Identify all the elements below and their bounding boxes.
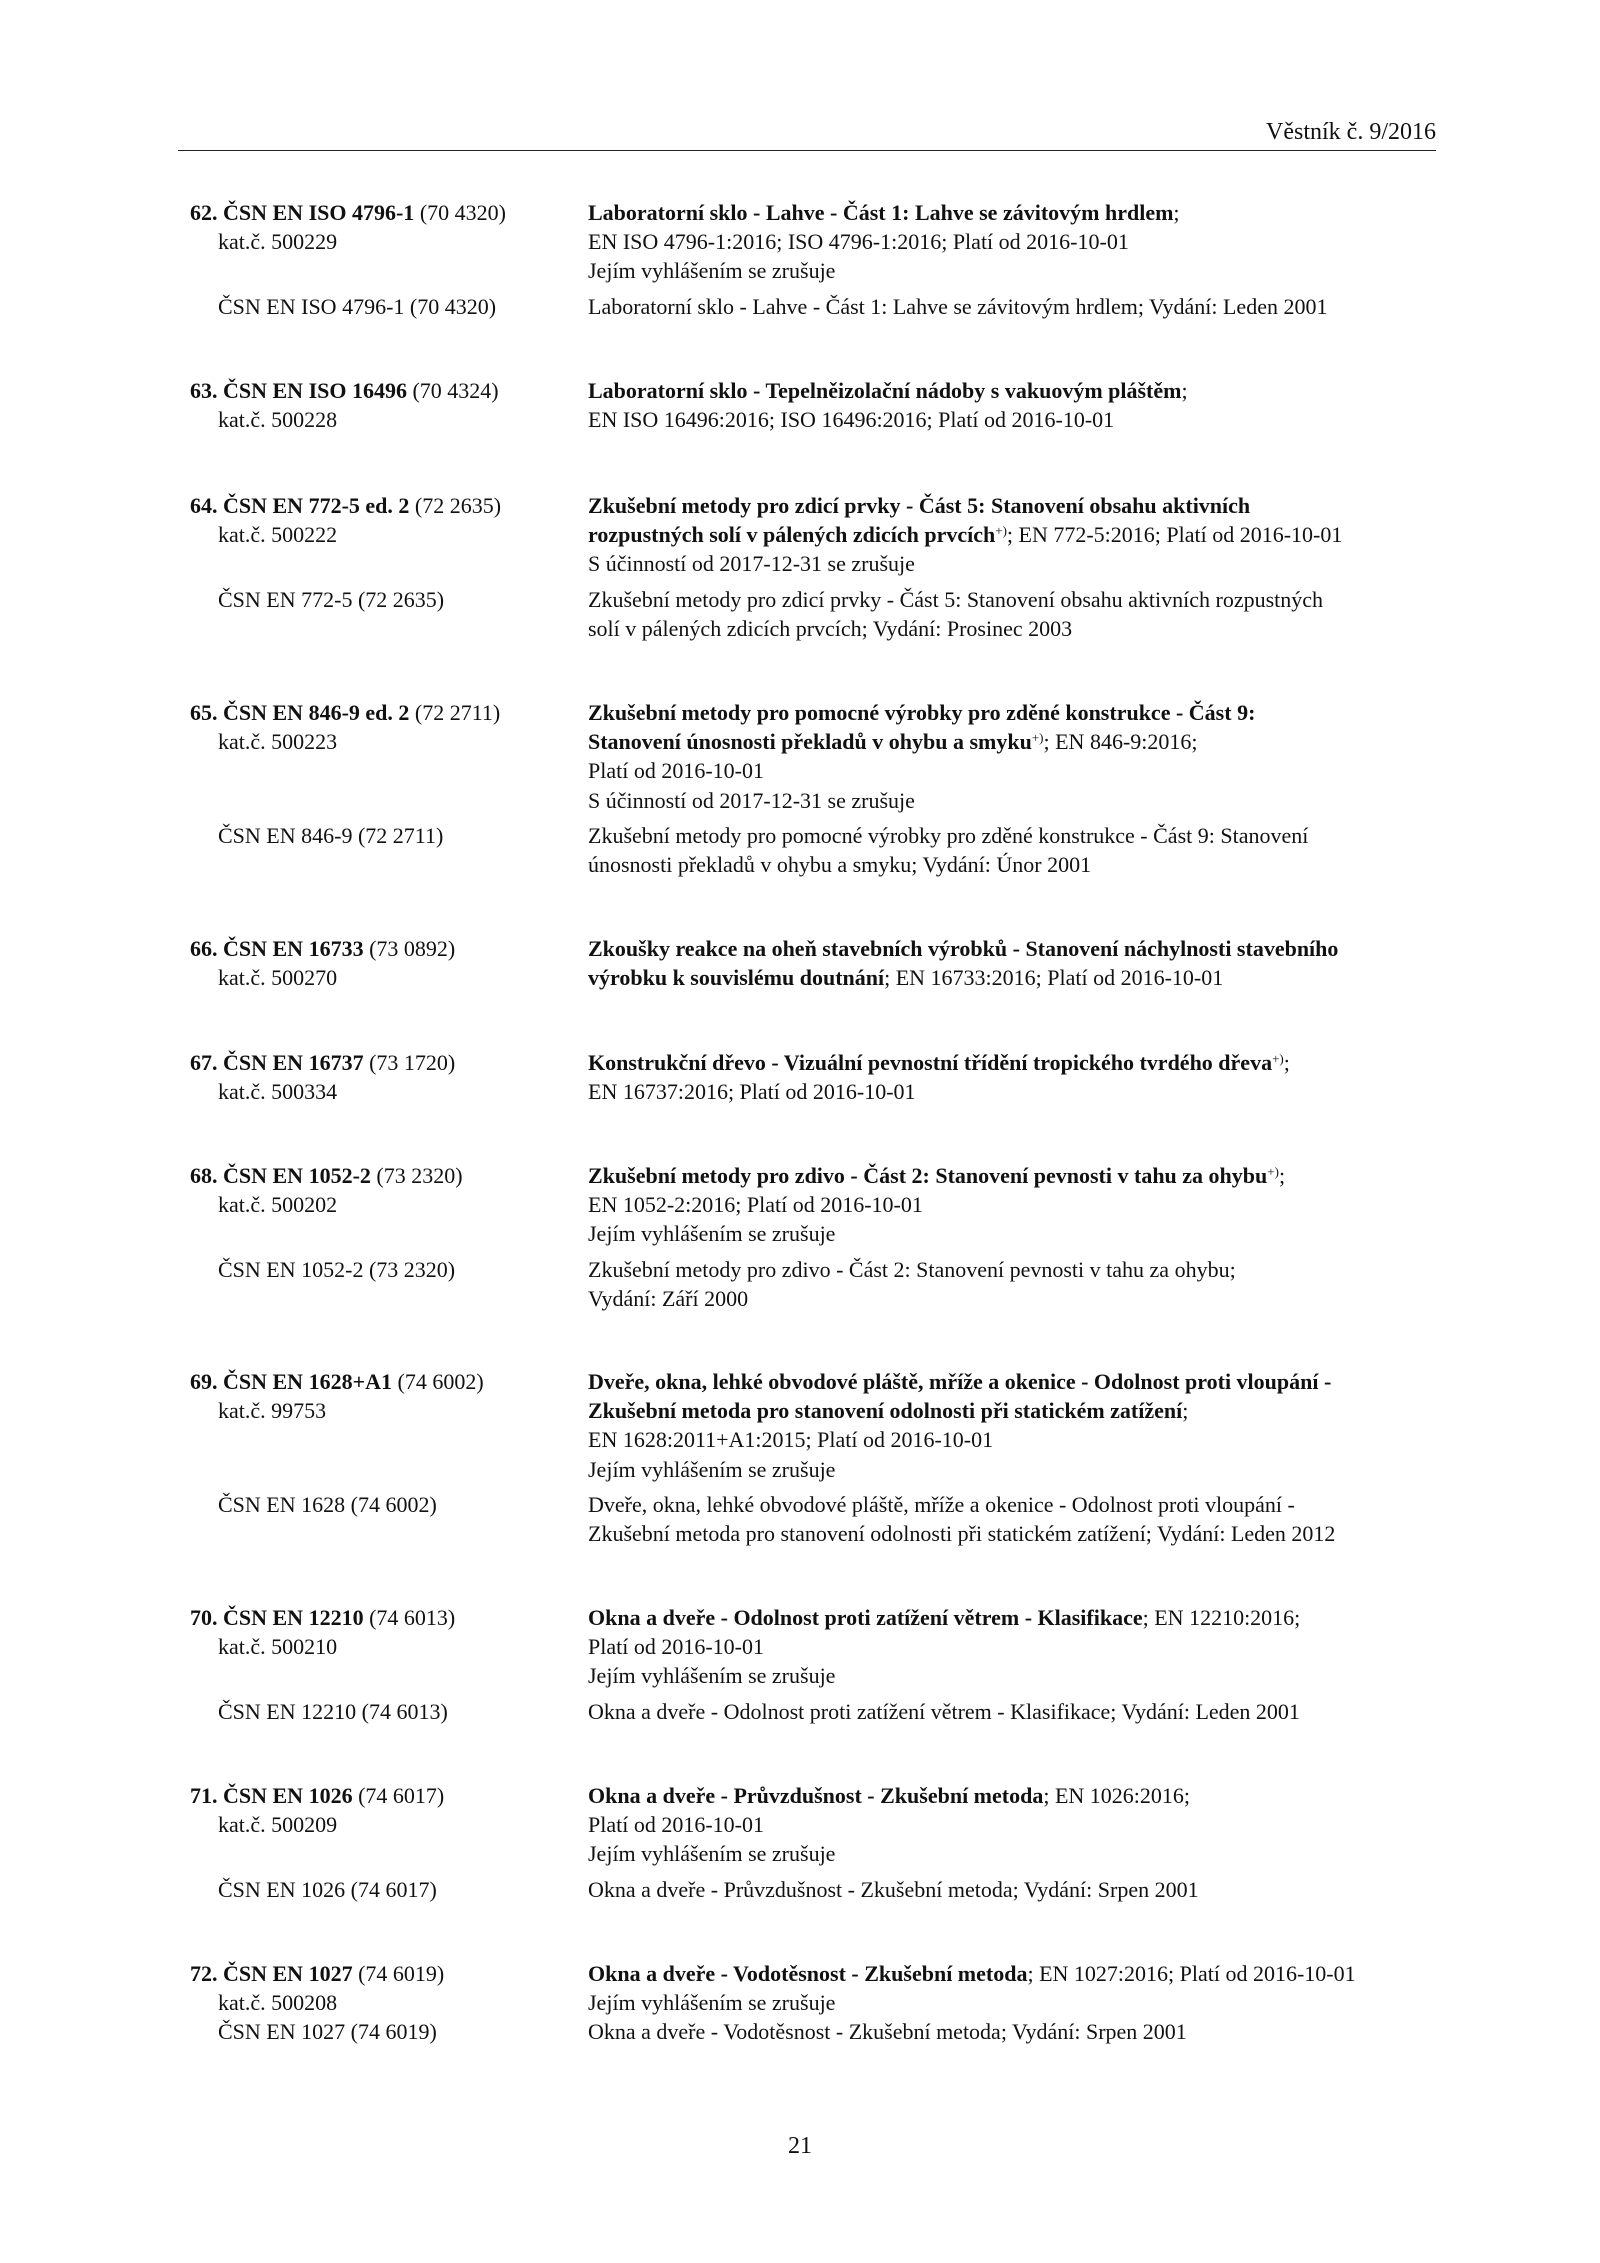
footnote-marker: +) — [1031, 730, 1044, 746]
entry-number: 71. — [190, 1783, 218, 1808]
standard-info-line: Platí od 2016-10-01 — [588, 758, 764, 784]
standard-entry: 62. ČSN EN ISO 4796-1 (70 4320) Laboratorní sklo - Lahve - Část 1: Lahve se závitovým hrdlem; kat.č. 500229 EN ISO 4796-1:2016; ISO 4796-1:2016; Platí od 2016-10-01 Jejím vyhlášením se zrušuje ČSN EN ISO 4796-1 (70 4320) Laboratorní sklo - Lahve - Část 1: Lahve se závitovým hrdlem; Vydání: Leden 2001 — [0, 198, 1600, 321]
replaced-standard-info: Zkušební metody pro zdicí prvky - Část 5: Stanovení obsahu aktivních rozpustných — [588, 586, 1324, 612]
standard-code: ČSN EN 1026 — [223, 1783, 353, 1808]
footnote-marker: +) — [1272, 1051, 1284, 1066]
standard-title: Okna a dveře - Vodotěsnost - Zkušební metoda — [588, 1961, 1028, 1986]
standard-title: Stanovení únosnosti překladů v ohybu a smyku — [588, 729, 1032, 755]
catalog-number: kat.č. 500228 — [218, 407, 338, 433]
standard-info-line: EN 16737:2016; Platí od 2016-10-01 — [588, 1079, 916, 1105]
replaced-standard-code: ČSN EN 12210 (74 6013) — [218, 1698, 448, 1724]
class-code: (70 4320) — [419, 200, 506, 225]
standard-code: ČSN EN ISO 16496 — [223, 378, 407, 403]
standard-info-line: EN 1052-2:2016; Platí od 2016-10-01 — [588, 1192, 923, 1218]
standard-info-line: Jejím vyhlášením se zrušuje — [588, 1456, 836, 1482]
standard-info-line: EN ISO 4796-1:2016; ISO 4796-1:2016; Platí od 2016-10-01 — [588, 229, 1129, 255]
replaced-standard-info: Okna a dveře - Odolnost proti zatížení větrem - Klasifikace; Vydání: Leden 2001 — [588, 1698, 1300, 1724]
replaced-standard-info: Okna a dveře - Průvzdušnost - Zkušební metoda; Vydání: Srpen 2001 — [588, 1876, 1199, 1902]
replaced-standard-code: ČSN EN 772-5 (72 2635) — [218, 586, 445, 612]
entry-number: 62. — [190, 200, 218, 225]
catalog-number: kat.č. 500208 — [218, 1990, 338, 2016]
catalog-number: kat.č. 500222 — [218, 522, 338, 548]
catalog-number: kat.č. 500210 — [218, 1634, 338, 1660]
replaced-standard-info: Zkušební metody pro zdivo - Část 2: Stanovení pevnosti v tahu za ohybu; — [588, 1256, 1236, 1282]
standard-info-line: ; EN 772-5:2016; Platí od 2016-10-01 — [1006, 522, 1343, 548]
entry-number: 63. — [190, 378, 218, 403]
standard-title: Zkoušky reakce na oheň stavebních výrobků - Stanovení náchylnosti stavebního — [588, 936, 1339, 961]
entry-number: 65. — [190, 700, 218, 725]
standard-title: Laboratorní sklo - Tepelněizolační nádoby s vakuovým pláštěm — [588, 378, 1182, 403]
class-code: (73 2320) — [376, 1163, 463, 1188]
standard-info-line: EN 1628:2011+A1:2015; Platí od 2016-10-01 — [588, 1427, 994, 1453]
footnote-marker: +) — [995, 523, 1007, 539]
standard-info-line: Jejím vyhlášením se zrušuje — [588, 1221, 836, 1247]
class-code: (74 6017) — [358, 1783, 445, 1808]
replaced-standard-code: ČSN EN ISO 4796-1 (70 4320) — [218, 293, 497, 319]
standard-title: Dveře, okna, lehké obvodové pláště, mříže a okenice - Odolnost proti vloupání - — [588, 1369, 1332, 1394]
standard-title: rozpustných solí v pálených zdicích prvcích — [588, 522, 996, 548]
class-code: (72 2635) — [414, 493, 502, 518]
replaced-standard-code: ČSN EN 1052-2 (73 2320) — [218, 1256, 456, 1282]
catalog-number: kat.č. 99753 — [218, 1398, 327, 1424]
replaced-standard-code: ČSN EN 1628 (74 6002) — [218, 1491, 437, 1517]
standard-code: ČSN EN 1027 — [223, 1961, 353, 1986]
standard-entry: 68. ČSN EN 1052-2 (73 2320) Zkušební metody pro zdivo - Část 2: Stanovení pevnosti v tahu za ohybu+); kat.č. 500202 EN 1052-2:2016; Platí od 2016-10-01 Jejím vyhlášením se zrušuje ČSN EN 1052-2 (73 2320) Zkušební metody pro zdivo - Část 2: Stanovení pevnosti v tahu za ohybu; Vydání: Září 2000 — [0, 1161, 1600, 1313]
standard-code: ČSN EN 16733 — [223, 936, 364, 961]
entry-number: 68. — [190, 1163, 218, 1188]
standard-info-line: Jejím vyhlášením se zrušuje — [588, 1990, 836, 2016]
standard-code: ČSN EN 1628+A1 — [223, 1369, 392, 1394]
catalog-number: kat.č. 500270 — [218, 965, 338, 991]
standard-info-line: EN ISO 16496:2016; ISO 16496:2016; Platí od 2016-10-01 — [588, 407, 1115, 433]
replaced-standard-code: ČSN EN 846-9 (72 2711) — [218, 822, 444, 848]
replaced-standard-info: Okna a dveře - Vodotěsnost - Zkušební metoda; Vydání: Srpen 2001 — [588, 2019, 1187, 2045]
replaced-standard-info: solí v pálených zdicích prvcích; Vydání: Prosinec 2003 — [588, 615, 1073, 641]
replaced-standard-info: Zkušební metoda pro stanovení odolnosti při statickém zatížení; Vydání: Leden 2012 — [588, 1520, 1336, 1546]
entry-number: 69. — [190, 1369, 218, 1394]
standard-info-line: ; EN 1027:2016; Platí od 2016-10-01 — [1027, 1961, 1356, 1986]
standard-code: ČSN EN 1052-2 — [223, 1163, 371, 1188]
catalog-number: kat.č. 500209 — [218, 1812, 338, 1838]
standard-info-line: ; EN 1026:2016; — [1043, 1783, 1191, 1808]
standard-entry — [0, 1367, 1600, 1548]
entry-number: 64. — [190, 493, 218, 518]
standard-title: Zkušební metody pro zdicí prvky - Část 5: Stanovení obsahu aktivních — [588, 493, 1251, 518]
class-code: (70 4324) — [412, 378, 499, 403]
standard-title: výrobku k souvislému doutnání — [588, 965, 885, 991]
standard-info-line: S účinností od 2017-12-31 se zrušuje — [588, 551, 915, 577]
class-code: (73 1720) — [369, 1050, 456, 1075]
standard-entry — [0, 934, 1600, 992]
standard-title: Okna a dveře - Odolnost proti zatížení větrem - Klasifikace — [588, 1605, 1143, 1630]
replaced-standard-code: ČSN EN 1027 (74 6019) — [218, 2019, 437, 2045]
replaced-standard-info: Dveře, okna, lehké obvodové pláště, mříže a okenice - Odolnost proti vloupání - — [588, 1491, 1295, 1517]
standard-info-line: ; — [1182, 1398, 1189, 1424]
standard-title: Konstrukční dřevo - Vizuální pevnostní třídění tropického tvrdého dřeva — [588, 1050, 1273, 1075]
page-number: 21 — [788, 2133, 812, 2159]
standard-info-line: Jejím vyhlášením se zrušuje — [588, 1663, 836, 1689]
entry-number: 67. — [190, 1050, 218, 1075]
standard-info-line: Platí od 2016-10-01 — [588, 1812, 764, 1838]
class-code: (74 6019) — [358, 1961, 445, 1986]
replaced-standard-info: únosnosti překladů v ohybu a smyku; Vydání: Únor 2001 — [588, 851, 1092, 877]
replaced-standard-info: Laboratorní sklo - Lahve - Část 1: Lahve se závitovým hrdlem; Vydání: Leden 2001 — [588, 293, 1328, 319]
standard-info-line: ; EN 846-9:2016; — [1043, 729, 1198, 755]
class-code: (74 6002) — [397, 1369, 484, 1394]
journal-title: Věstník č. 9/2016 — [1266, 119, 1436, 145]
standard-code: ČSN EN ISO 4796-1 — [223, 200, 415, 225]
catalog-number: kat.č. 500202 — [218, 1192, 338, 1218]
entry-number: 72. — [190, 1961, 218, 1986]
standard-entry — [0, 491, 1600, 643]
standard-info-line: S účinností od 2017-12-31 se zrušuje — [588, 787, 915, 813]
standard-entry: 63. ČSN EN ISO 16496 (70 4324) Laboratorní sklo - Tepelněizolační nádoby s vakuovým pláštěm; kat.č. 500228 EN ISO 16496:2016; ISO 16496:2016; Platí od 2016-10-01 — [0, 376, 1600, 434]
standard-info-line: ; EN 16733:2016; Platí od 2016-10-01 — [884, 965, 1224, 991]
standard-info-line: ; EN 12210:2016; — [1142, 1605, 1301, 1630]
replaced-standard-info: Vydání: Září 2000 — [588, 1285, 749, 1311]
standard-entry — [0, 1781, 1600, 1904]
class-code: (72 2711) — [414, 700, 501, 725]
standard-entry — [0, 698, 1600, 879]
standard-info-line: Platí od 2016-10-01 — [588, 1634, 764, 1660]
standard-code: ČSN EN 846-9 ed. 2 — [223, 700, 410, 725]
standard-title: Zkušební metody pro zdivo - Část 2: Stanovení pevnosti v tahu za ohybu — [588, 1163, 1268, 1188]
standard-code: ČSN EN 16737 — [223, 1050, 364, 1075]
standard-code: ČSN EN 12210 — [223, 1605, 364, 1630]
standard-title: Zkušební metody pro pomocné výrobky pro zděné konstrukce - Část 9: — [588, 700, 1256, 725]
standard-entry — [0, 1959, 1600, 2047]
footnote-marker: +) — [1267, 1164, 1279, 1179]
catalog-number: kat.č. 500223 — [218, 729, 338, 755]
standard-title: Zkušební metoda pro stanovení odolnosti při statickém zatížení — [588, 1398, 1183, 1424]
standard-entry — [0, 1603, 1600, 1726]
replaced-standard-info: Zkušební metody pro pomocné výrobky pro zděné konstrukce - Část 9: Stanovení — [588, 822, 1309, 848]
standard-entry: 67. ČSN EN 16737 (73 1720) Konstrukční dřevo - Vizuální pevnostní třídění tropického tvrdého dřeva+); kat.č. 500334 EN 16737:2016; Platí od 2016-10-01 — [0, 1048, 1600, 1106]
catalog-number: kat.č. 500334 — [218, 1079, 338, 1105]
catalog-number: kat.č. 500229 — [218, 229, 338, 255]
replaced-standard-code: ČSN EN 1026 (74 6017) — [218, 1876, 437, 1902]
entry-number: 66. — [190, 936, 218, 961]
standard-code: ČSN EN 772-5 ed. 2 — [223, 493, 410, 518]
standard-title: Okna a dveře - Průvzdušnost - Zkušební metoda — [588, 1783, 1044, 1808]
standard-info-line: Jejím vyhlášením se zrušuje — [588, 258, 836, 284]
standard-title: Laboratorní sklo - Lahve - Část 1: Lahve se závitovým hrdlem — [588, 200, 1174, 225]
entry-number: 70. — [190, 1605, 218, 1630]
class-code: (73 0892) — [369, 936, 456, 961]
class-code: (74 6013) — [369, 1605, 456, 1630]
standard-info-line: Jejím vyhlášením se zrušuje — [588, 1841, 836, 1867]
